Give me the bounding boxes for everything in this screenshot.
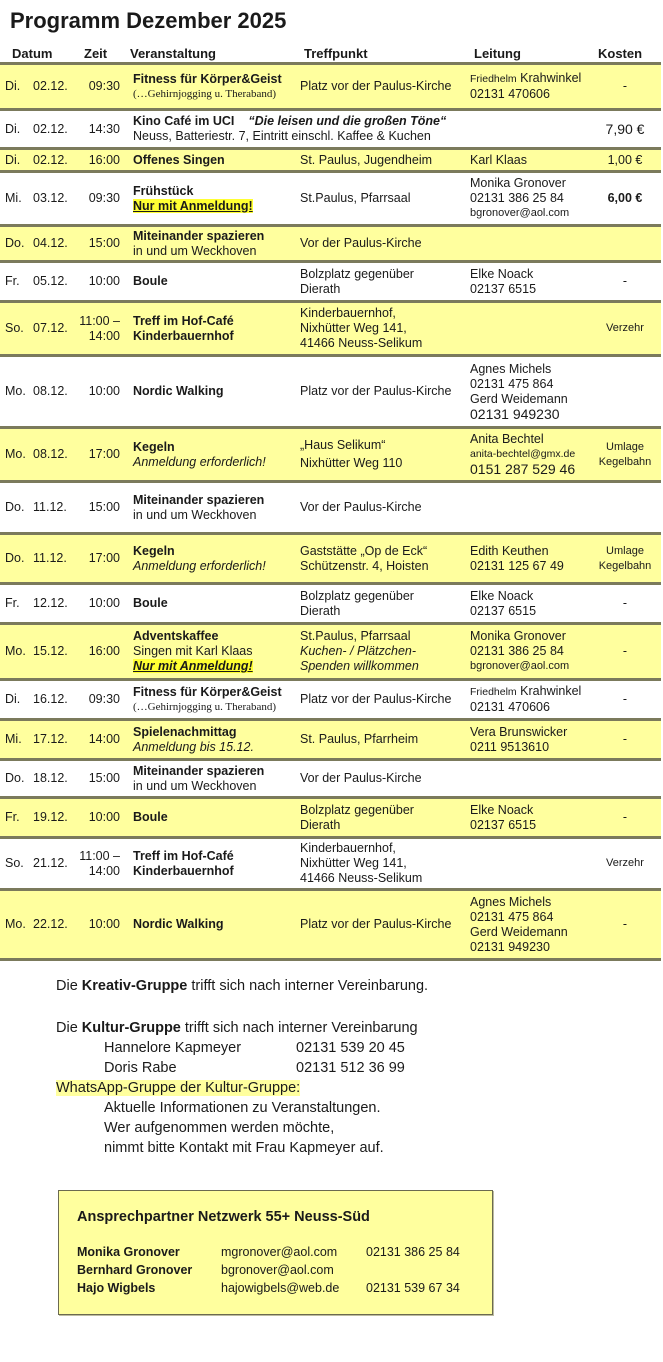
lead-phone: 02131 475 864 <box>470 909 554 924</box>
place: Platz vor der Paulus-Kirche <box>300 384 452 398</box>
day: So. <box>5 321 24 335</box>
day: Di. <box>5 152 21 167</box>
place-line: Dierath <box>300 603 341 618</box>
event-title: Adventskaffee <box>133 629 219 643</box>
time: 09:30 <box>88 692 120 706</box>
place-line: Bolzplatz gegenüber <box>300 802 414 817</box>
kreativ-note <box>56 976 496 996</box>
day: Do. <box>5 771 25 785</box>
lead <box>470 535 600 582</box>
event <box>133 227 303 260</box>
table-row <box>0 582 661 622</box>
time: 10:00 <box>88 384 120 398</box>
event-title: Nordic Walking <box>133 917 224 931</box>
date: 03.12. <box>33 191 68 205</box>
registration-note: Nur mit Anmeldung! <box>133 659 253 673</box>
cost-line: Kegelbahn <box>598 559 652 572</box>
lead <box>470 681 600 718</box>
place-line: Nixhütter Weg 110 <box>300 456 403 470</box>
date: 02.12. <box>33 152 68 167</box>
cost: - <box>622 274 628 288</box>
place-line: Schützenstr. 4, Hoisten <box>300 558 429 573</box>
cost: - <box>622 692 628 706</box>
place-line: Nixhütter Weg 141, <box>300 856 407 870</box>
person-name: Hajo Wigbels <box>77 1281 156 1295</box>
date: 08.12. <box>33 447 68 461</box>
day: So. <box>5 856 24 870</box>
contact-person <box>77 1245 460 1259</box>
lead-name: Agnes Michels <box>470 361 552 376</box>
lead-phone: 0151 287 529 46 <box>470 461 576 477</box>
day: Do. <box>5 236 25 250</box>
contact-phone: 02131 512 36 99 <box>296 1060 405 1076</box>
lead-name: Elke Noack <box>470 802 534 817</box>
lead-name: Anita Bechtel <box>470 432 544 446</box>
event-title-2: Kinderbauernhof <box>133 863 234 878</box>
lead-name: Gerd Weidemann <box>470 924 568 939</box>
text: trifft sich nach interner Vereinbarung <box>180 1020 418 1036</box>
contact-box-heading: Ansprechpartner Netzwerk 55+ Neuss-Süd <box>77 1209 370 1225</box>
col-leitung: Leitung <box>474 46 521 61</box>
place <box>300 799 470 836</box>
cost: - <box>622 79 628 93</box>
lead-phone: 02131 386 25 84 <box>470 191 564 205</box>
date: 11.12. <box>33 500 67 514</box>
place <box>300 263 470 300</box>
person-name: Bernhard Gronover <box>77 1263 193 1277</box>
event <box>133 625 303 678</box>
place-line: Bolzplatz gegenüber <box>300 266 414 281</box>
event-title: Fitness für Körper&Geist <box>133 71 282 86</box>
table-row <box>0 758 661 796</box>
lead-phone: 02131 949230 <box>470 939 550 954</box>
event-title-2: Kinderbauernhof <box>133 328 234 343</box>
event-sub: (…Gehirnjogging u. Theraband) <box>133 87 277 100</box>
time: 09:30 <box>88 191 120 205</box>
registration-note: Nur mit Anmeldung! <box>133 198 253 213</box>
table-row <box>0 532 661 582</box>
cost: 1,00 € <box>607 152 643 167</box>
time: 10:00 <box>88 917 120 931</box>
date: 05.12. <box>33 274 68 288</box>
event-title: Treff im Hof-Café <box>133 848 234 863</box>
day: Di. <box>5 121 21 136</box>
kultur-contact <box>56 1058 496 1078</box>
event-title: Treff im Hof-Café <box>133 313 234 328</box>
person-email[interactable]: bgronover@aol.com <box>221 1263 334 1277</box>
table-row <box>0 108 661 147</box>
table-header <box>0 46 663 62</box>
cost: - <box>622 644 628 658</box>
event-sub: in und um Weckhoven <box>133 507 257 522</box>
contact-phone: 02131 539 20 45 <box>296 1040 405 1056</box>
day: Mo. <box>5 447 26 461</box>
col-zeit: Zeit <box>84 46 108 61</box>
lead-email[interactable]: bgronover@aol.com <box>470 207 570 219</box>
time: 09:30 <box>88 79 120 93</box>
time: 16:00 <box>88 152 120 167</box>
table-row <box>0 300 661 354</box>
cost-line: Kegelbahn <box>598 455 652 468</box>
place-line: St.Paulus, Pfarrsaal <box>300 629 411 643</box>
place: St. Paulus, Jugendheim <box>300 152 433 167</box>
table-row <box>0 622 661 678</box>
time: 14:00 <box>88 732 120 746</box>
date: 18.12. <box>33 771 68 785</box>
event-note: Anmeldung erforderlich! <box>133 454 266 469</box>
lead-name: Agnes Michels <box>470 894 552 909</box>
event <box>133 839 303 888</box>
event-sub: in und um Weckhoven <box>133 778 257 793</box>
table-row <box>0 260 661 300</box>
lead-name: Monika Gronover <box>470 629 566 643</box>
lead <box>470 173 600 224</box>
lead-email[interactable]: anita-bechtel@gmx.de <box>470 448 576 460</box>
table-row <box>0 836 661 888</box>
day: Do. <box>5 500 25 514</box>
day: Di. <box>5 692 21 706</box>
place: Vor der Paulus-Kirche <box>300 771 422 785</box>
program-table <box>0 62 661 961</box>
table-row <box>0 796 661 836</box>
event <box>133 429 303 480</box>
event-note: Anmeldung bis 15.12. <box>133 739 254 754</box>
whatsapp-heading: WhatsApp-Gruppe der Kultur-Gruppe: <box>56 1080 301 1096</box>
table-row <box>0 678 661 718</box>
person-name: Monika Gronover <box>77 1245 180 1259</box>
event <box>133 303 303 354</box>
table-row <box>0 480 661 532</box>
place <box>300 303 470 354</box>
place: Platz vor der Paulus-Kirche <box>300 692 452 706</box>
lead <box>470 625 600 678</box>
place-line: Kinderbauernhof, <box>300 306 396 320</box>
person-phone: 02131 386 25 84 <box>366 1245 460 1259</box>
person-email[interactable]: hajowigbels@web.de <box>221 1281 340 1295</box>
day: Di. <box>5 79 21 93</box>
lead <box>470 357 600 426</box>
time-start: 11:00 – <box>79 313 120 328</box>
place: St. Paulus, Pfarrheim <box>300 732 419 746</box>
event-title: Nordic Walking <box>133 384 224 398</box>
lead-phone: 02137 6515 <box>470 281 537 296</box>
lead-name: Monika Gronover <box>470 176 566 190</box>
event <box>133 65 303 108</box>
event-title: Boule <box>133 596 168 610</box>
lead <box>470 721 600 758</box>
lead-phone: 0211 9513610 <box>470 739 550 754</box>
event <box>133 761 303 796</box>
cost <box>594 429 656 480</box>
day: Fr. <box>5 810 20 824</box>
place-note: Kuchen- / Plätzchen- <box>300 644 417 658</box>
group-name: Kultur-Gruppe <box>81 1020 181 1036</box>
text: Die <box>56 978 82 994</box>
lead-phone: 02131 470606 <box>470 87 550 101</box>
lead <box>470 429 600 480</box>
place-line: Dierath <box>300 817 341 832</box>
time: 14:30 <box>88 121 120 136</box>
event-title: Kino Café im UCI <box>133 114 235 128</box>
event-sub: in und um Weckhoven <box>133 243 257 258</box>
kultur-contact <box>56 1038 496 1058</box>
col-veranstaltung: Veranstaltung <box>130 46 216 61</box>
cost: 7,90 € <box>605 120 645 137</box>
place-line: Kinderbauernhof, <box>300 841 396 855</box>
time: 15:00 <box>88 500 120 514</box>
table-row <box>0 354 661 426</box>
time-start: 11:00 – <box>79 848 120 863</box>
day: Mo. <box>5 917 26 931</box>
group-notes <box>56 976 496 1158</box>
cost: - <box>622 732 628 746</box>
lead-phone: 02137 6515 <box>470 603 537 618</box>
day: Mo. <box>5 644 26 658</box>
event <box>133 173 303 224</box>
event-title: Miteinander spazieren <box>133 492 265 507</box>
event <box>133 483 303 532</box>
text: trifft sich nach interner Vereinbarung. <box>187 978 429 994</box>
time: 10:00 <box>88 810 120 824</box>
lead-phone: 02137 6515 <box>470 817 537 832</box>
time: 15:00 <box>88 771 120 785</box>
col-datum: Datum <box>12 46 53 61</box>
lead-name: Edith Keuthen <box>470 543 549 558</box>
date: 02.12. <box>33 121 68 136</box>
date: 17.12. <box>33 732 68 746</box>
time-end: 14:00 <box>88 328 120 343</box>
lead-first: Friedhelm <box>470 73 517 85</box>
event-sub: Singen mit Karl Klaas <box>133 644 253 658</box>
person-email[interactable]: mgronover@aol.com <box>221 1245 338 1259</box>
lead-name: Elke Noack <box>470 588 534 603</box>
date: 19.12. <box>33 810 68 824</box>
cost: - <box>622 917 628 931</box>
event <box>133 721 303 758</box>
date: 07.12. <box>33 321 68 335</box>
group-name: Kreativ-Gruppe <box>81 978 188 994</box>
place: Platz vor der Paulus-Kirche <box>300 79 452 93</box>
whatsapp-line: Aktuelle Informationen zu Veranstaltungen. <box>104 1100 381 1116</box>
cost: 6,00 € <box>607 191 643 205</box>
event <box>133 111 593 147</box>
event-title: Boule <box>133 810 168 824</box>
cost: - <box>622 810 628 824</box>
table-row <box>0 224 661 260</box>
time: 10:00 <box>88 596 120 610</box>
place-note: Spenden willkommen <box>300 659 419 673</box>
page-title: Programm Dezember 2025 <box>10 8 287 33</box>
table-row <box>0 170 661 224</box>
time: 16:00 <box>88 644 120 658</box>
table-row <box>0 147 661 170</box>
time <box>76 303 120 354</box>
date: 02.12. <box>33 79 68 93</box>
lead <box>470 65 600 108</box>
event <box>133 535 303 582</box>
place-line: Dierath <box>300 281 341 296</box>
time-end: 14:00 <box>88 863 120 878</box>
day: Fr. <box>5 596 20 610</box>
lead-phone: 02131 475 864 <box>470 376 554 391</box>
time <box>76 839 120 888</box>
lead-name: Elke Noack <box>470 266 534 281</box>
lead <box>470 891 600 958</box>
whatsapp-line: Wer aufgenommen werden möchte, <box>104 1120 335 1136</box>
lead-first: Friedhelm <box>470 686 517 698</box>
lead-phone: 02131 386 25 84 <box>470 644 564 658</box>
lead <box>470 263 600 300</box>
date: 16.12. <box>33 692 68 706</box>
place: St.Paulus, Pfarrsaal <box>300 191 411 205</box>
lead-phone: 02131 949230 <box>470 405 560 422</box>
date: 21.12. <box>33 856 68 870</box>
contact-person <box>77 1281 460 1295</box>
event-note: Anmeldung erforderlich! <box>133 558 266 573</box>
kultur-note <box>56 1018 496 1038</box>
event-title: Kegeln <box>133 439 175 454</box>
col-treffpunkt: Treffpunkt <box>304 46 368 61</box>
place-line: Bolzplatz gegenüber <box>300 588 414 603</box>
day: Mi. <box>5 732 22 746</box>
lead: Karl Klaas <box>470 152 527 167</box>
date: 08.12. <box>33 384 68 398</box>
contact-box <box>58 1190 493 1315</box>
table-row <box>0 718 661 758</box>
place: Vor der Paulus-Kirche <box>300 500 422 514</box>
table-row <box>0 62 661 108</box>
event-title: Fitness für Körper&Geist <box>133 684 282 699</box>
time: 17:00 <box>88 447 120 461</box>
place-line: 41466 Neuss-Selikum <box>300 871 423 885</box>
cost: Verzehr <box>606 322 644 334</box>
contact-name: Hannelore Kapmeyer <box>104 1040 242 1056</box>
place <box>300 585 470 622</box>
date: 11.12. <box>33 551 67 565</box>
date: 04.12. <box>33 236 68 250</box>
place-line: Gaststätte „Op de Eck“ <box>300 543 428 558</box>
time: 10:00 <box>88 274 120 288</box>
event-title: Kegeln <box>133 543 175 558</box>
event-sub: Neuss, Batteriestr. 7, Eintritt einschl. Kaffee & Kuchen <box>133 129 431 143</box>
event-sub: (…Gehirnjogging u. Theraband) <box>133 700 277 713</box>
col-kosten: Kosten <box>598 46 643 61</box>
lead-phone: 02131 470606 <box>470 700 550 714</box>
event-title: Offenes Singen <box>133 152 225 167</box>
place-line: 41466 Neuss-Selikum <box>300 336 423 350</box>
lead <box>470 799 600 836</box>
time: 15:00 <box>88 236 120 250</box>
time: 17:00 <box>88 551 120 565</box>
day: Fr. <box>5 274 20 288</box>
place <box>300 625 470 678</box>
contact-name: Doris Rabe <box>104 1060 177 1076</box>
contact-person <box>77 1263 366 1277</box>
table-row <box>0 888 661 961</box>
place-line: „Haus Selikum“ <box>300 438 386 452</box>
day: Mo. <box>5 384 26 398</box>
cost-line: Umlage <box>606 544 644 557</box>
lead-last: Krahwinkel <box>520 71 582 85</box>
lead <box>470 585 600 622</box>
date: 22.12. <box>33 917 68 931</box>
day: Do. <box>5 551 25 565</box>
place-line: Nixhütter Weg 141, <box>300 321 407 335</box>
event-title: Boule <box>133 274 168 288</box>
place: Platz vor der Paulus-Kirche <box>300 917 452 931</box>
cost: - <box>622 596 628 610</box>
date: 12.12. <box>33 596 68 610</box>
date: 15.12. <box>33 644 68 658</box>
whatsapp-line: nimmt bitte Kontakt mit Frau Kapmeyer auf. <box>104 1140 384 1156</box>
lead-email[interactable]: bgronover@aol.com <box>470 660 570 672</box>
lead-name: Vera Brunswicker <box>470 724 568 739</box>
lead-last: Krahwinkel <box>520 684 582 698</box>
event-title: Miteinander spazieren <box>133 228 265 243</box>
place <box>300 535 470 582</box>
cost-line: Umlage <box>606 440 644 453</box>
place <box>300 429 470 480</box>
table-row <box>0 426 661 480</box>
lead-name: Gerd Weidemann <box>470 391 568 406</box>
person-phone: 02131 539 67 34 <box>366 1281 460 1295</box>
place <box>300 839 470 888</box>
event-title: Spielenachmittag <box>133 724 237 739</box>
cost <box>594 535 656 582</box>
day: Mi. <box>5 191 22 205</box>
event-title: Miteinander spazieren <box>133 763 265 778</box>
event-title: Frühstück <box>133 183 194 198</box>
text: Die <box>56 1020 82 1036</box>
place: Vor der Paulus-Kirche <box>300 236 422 250</box>
film-title: “Die leisen und die großen Töne“ <box>248 114 447 128</box>
event <box>133 681 303 718</box>
cost: Verzehr <box>606 857 644 869</box>
lead-phone: 02131 125 67 49 <box>470 558 564 573</box>
